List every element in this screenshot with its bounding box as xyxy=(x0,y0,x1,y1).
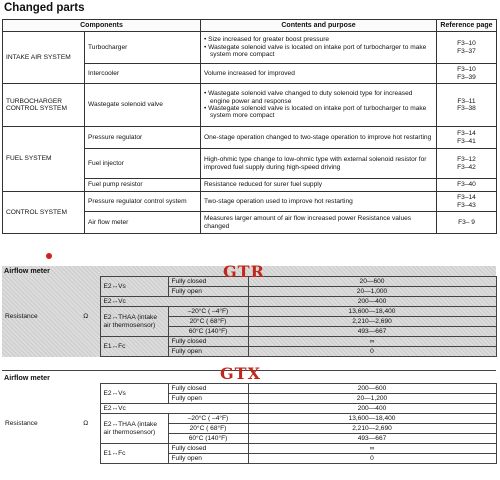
bullet-text: • Size increased for greater boost pressure xyxy=(204,36,330,44)
resistance-label: Resistance xyxy=(5,419,38,427)
component-cell: Turbocharger xyxy=(85,32,201,64)
reference-cell: F3–10 F3–37 xyxy=(437,32,497,64)
value-cell: 20—600 xyxy=(248,277,496,287)
value-cell: 200—600 xyxy=(248,384,496,394)
contents-cell: Two-stage operation used to improve hot restarting xyxy=(201,192,437,212)
terminal-cell: E1↔Fc xyxy=(100,444,168,464)
changed-parts-table xyxy=(2,19,496,234)
value-cell: ∞ xyxy=(248,444,496,454)
header-contents: Contents and purpose xyxy=(201,20,437,32)
gtx-stamp: GTX xyxy=(220,364,261,383)
resistance-label: Resistance xyxy=(5,312,38,320)
reference-cell: F3–14 F3–41 xyxy=(437,127,497,149)
condition-cell: 20°C ( 68°F) xyxy=(168,317,248,327)
terminal-cell: E2↔THAA (intake air thermosensor) xyxy=(100,414,168,444)
condition-cell: Fully open xyxy=(168,287,248,297)
condition-cell: 60°C (140°F) xyxy=(168,327,248,337)
page-heading: Changed parts xyxy=(4,2,85,14)
condition-cell: Fully open xyxy=(168,394,248,404)
condition-cell: 20°C ( 68°F) xyxy=(168,424,248,434)
contents-cell: Resistance reduced for surer fuel supply xyxy=(201,179,437,192)
component-cell: Intercooler xyxy=(85,64,201,84)
reference-cell: F3–10 F3–39 xyxy=(437,64,497,84)
terminal-cell: E2↔Vc xyxy=(100,404,248,414)
value-cell: 20—1,200 xyxy=(248,394,496,404)
terminal-cell: E2↔THAA (intake air thermosensor) xyxy=(100,307,168,337)
contents-cell: High-ohmic type change to low-ohmic type with external solenoid resistor for improved fuel supply during high-speed driving xyxy=(201,149,437,179)
condition-cell: Fully closed xyxy=(168,277,248,287)
component-cell: Fuel injector xyxy=(85,149,201,179)
component-cell: Pressure regulator xyxy=(85,127,201,149)
value-cell: 493—667 xyxy=(248,327,496,337)
airflow-table-gtx xyxy=(2,373,496,464)
value-cell: 13,600—18,400 xyxy=(248,414,496,424)
contents-cell xyxy=(201,32,437,64)
reference-cell: F3–40 xyxy=(437,179,497,192)
condition-cell: Fully closed xyxy=(168,384,248,394)
bullet-text: • Wastegate solenoid valve changed to duty solenoid type for increased engine power and response xyxy=(204,90,413,105)
bullet-text: • Wastegate solenoid valve is located on intake port of turbocharger to make system more compact xyxy=(204,105,427,120)
value-cell: 2,210—2,690 xyxy=(248,317,496,327)
component-cell: Fuel pump resistor xyxy=(85,179,201,192)
system-control: CONTROL SYSTEM xyxy=(3,192,85,234)
bullet-text: • Wastegate solenoid valve is located on intake port of turbocharger to make system more compact xyxy=(204,43,427,59)
system-turbo-control: TURBOCHARGER CONTROL SYSTEM xyxy=(3,84,85,127)
red-marker-dot xyxy=(46,253,52,259)
value-cell: 2,210—2,690 xyxy=(248,424,496,434)
condition-cell: Fully closed xyxy=(168,337,248,347)
condition-cell: –20°C ( –4°F) xyxy=(168,414,248,424)
condition-cell: Fully closed xyxy=(168,444,248,454)
terminal-cell: E2↔Vs xyxy=(100,384,168,404)
reference-cell: F3–11 F3–38 xyxy=(437,84,497,127)
value-cell: ∞ xyxy=(248,337,496,347)
value-cell: 493—667 xyxy=(248,434,496,444)
condition-cell: Fully open xyxy=(168,347,248,357)
contents-cell: Volume increased for improved xyxy=(201,64,437,84)
condition-cell: –20°C ( –4°F) xyxy=(168,307,248,317)
terminal-cell: E2↔Vs xyxy=(100,277,168,297)
component-cell: Air flow meter xyxy=(85,212,201,234)
value-cell: 200—400 xyxy=(248,297,496,307)
system-intake-air: INTAKE AIR SYSTEM xyxy=(3,32,85,84)
condition-cell: Fully open xyxy=(168,454,248,464)
value-cell: 200—400 xyxy=(248,404,496,414)
ohm-unit: Ω xyxy=(83,419,89,427)
condition-cell: 60°C (140°F) xyxy=(168,434,248,444)
value-cell: 13,600—18,400 xyxy=(248,307,496,317)
contents-cell xyxy=(201,84,437,127)
header-reference: Reference page xyxy=(437,20,497,32)
value-cell: 20—1,000 xyxy=(248,287,496,297)
reference-cell: F3–14 F3–43 xyxy=(437,192,497,212)
component-cell: Pressure regulator control system xyxy=(85,192,201,212)
ohm-unit: Ω xyxy=(83,312,89,320)
contents-cell: Measures larger amount of air flow increased power Resistance values changed xyxy=(201,212,437,234)
gtr-stamp: GTR xyxy=(223,262,265,281)
value-cell: 0 xyxy=(248,347,496,357)
airflow-title: Airflow meter xyxy=(4,266,50,275)
value-cell: 0 xyxy=(248,454,496,464)
system-fuel: FUEL SYSTEM xyxy=(3,127,85,192)
airflow-title: Airflow meter xyxy=(4,373,50,382)
terminal-cell: E2↔Vc xyxy=(100,297,248,307)
reference-cell: F3–12 F3–42 xyxy=(437,149,497,179)
component-cell: Wastegate solenoid valve xyxy=(85,84,201,127)
reference-cell: F3– 9 xyxy=(437,212,497,234)
terminal-cell: E1↔Fc xyxy=(100,337,168,357)
header-components: Components xyxy=(3,20,201,32)
contents-cell: One-stage operation changed to two-stage operation to improve hot restarting xyxy=(201,127,437,149)
